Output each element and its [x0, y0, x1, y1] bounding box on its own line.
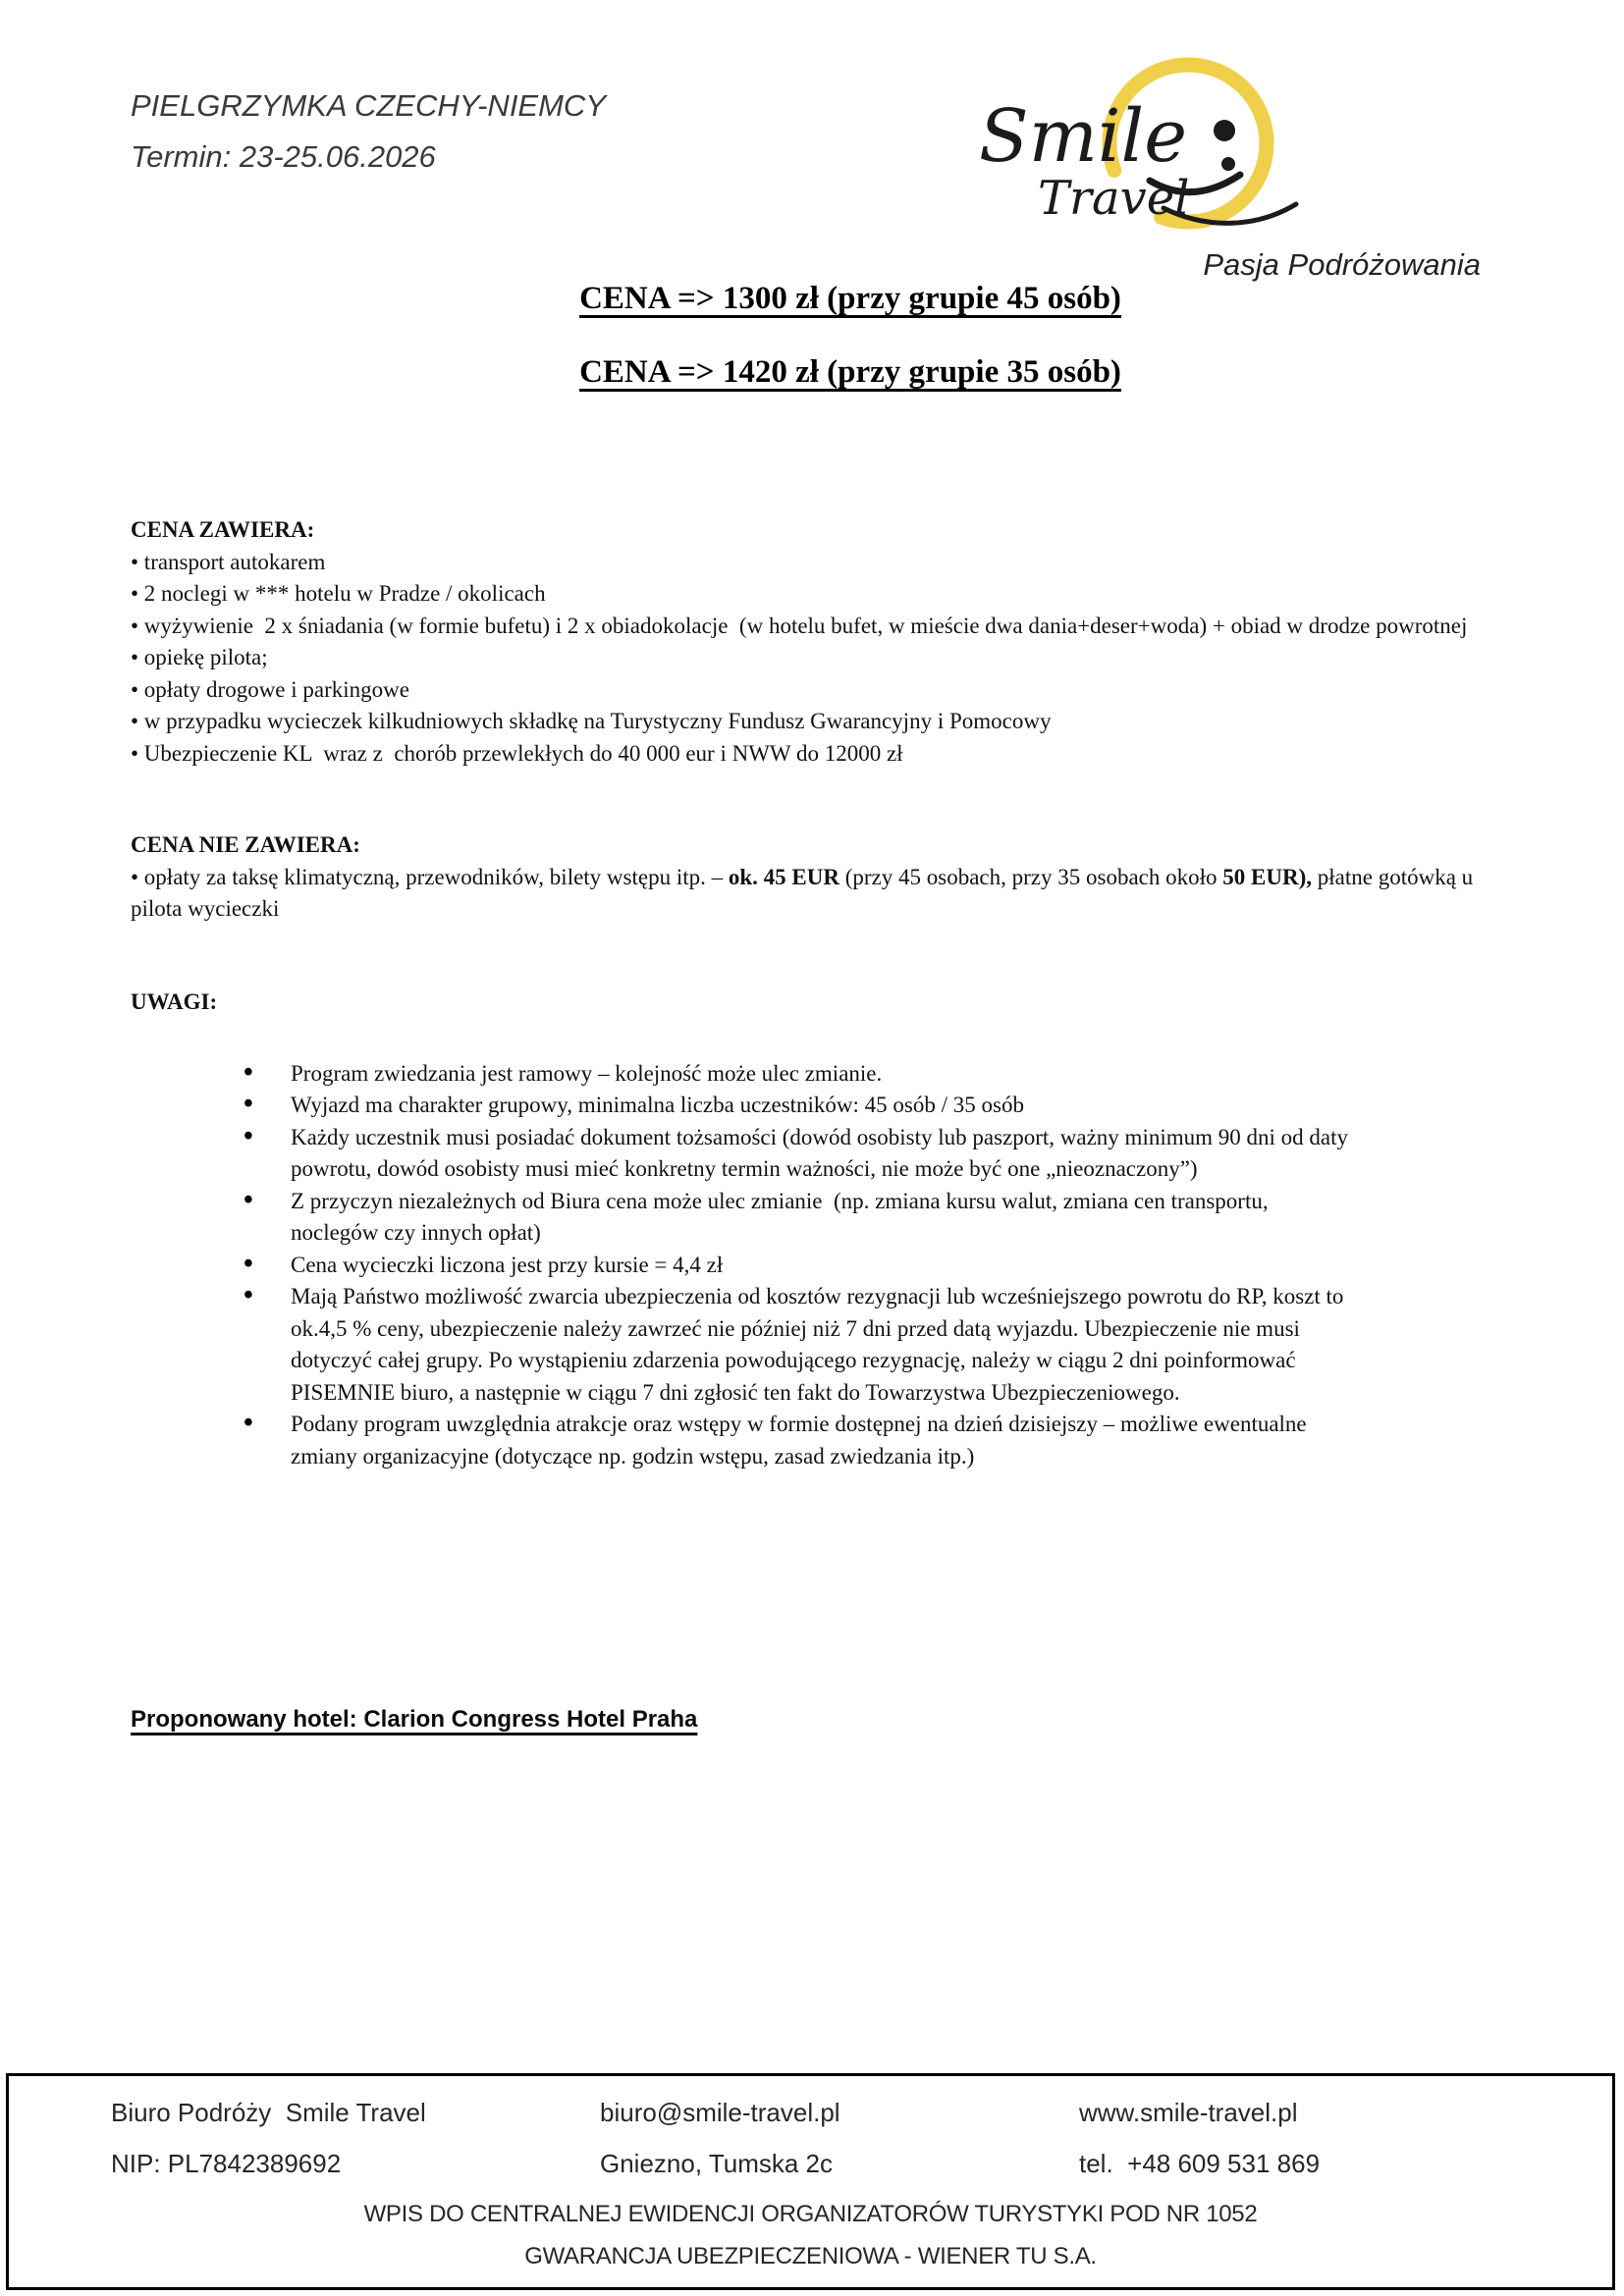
smile-travel-logo: [957, 35, 1301, 256]
includes-item: • transport autokarem: [131, 549, 326, 574]
footer-phone: tel. +48 609 531 869: [1079, 2149, 1321, 2178]
price-line-group-45: CENA => 1300 zł (przy grupie 45 osób): [579, 281, 1121, 316]
excludes-text: • opłaty za taksę klimatyczną, przewodników, bilety wstępu itp. –: [131, 864, 729, 889]
trip-dates: Termin: 23-25.06.2026: [131, 139, 436, 174]
notes-heading: UWAGI:: [131, 989, 218, 1014]
hotel-proposal: Proponowany hotel: Clarion Congress Hotel Praha: [131, 1706, 698, 1733]
footer-contact-box: [6, 2073, 1615, 2290]
excludes-text: (przy 45 osobach, przy 35 osobach około: [839, 864, 1223, 889]
section-notes: [131, 987, 1505, 1472]
logo-eye-dot-icon: [1214, 120, 1235, 141]
excludes-text: płatne gotówką u pilota wycieczki: [131, 864, 1479, 921]
document-header: [131, 88, 606, 175]
excludes-price-45: ok. 45 EUR: [728, 864, 839, 889]
section-price-includes: [131, 514, 1486, 770]
footer-company: Biuro Podróży Smile Travel: [111, 2098, 426, 2127]
includes-item: • w przypadku wycieczek kilkudniowych składkę na Turystyczny Fundusz Gwarancyjny i Pomocowy: [131, 709, 1052, 733]
logo-lower-dot-icon: [1221, 157, 1235, 171]
excludes-item: [131, 862, 1500, 926]
includes-item: • 2 noclegi w *** hotelu w Pradze / okolicach: [131, 581, 546, 606]
logo-tagline: Pasja Podróżowania: [1203, 247, 1481, 282]
footer-website: www.smile-travel.pl: [1079, 2098, 1298, 2127]
footer-guarantee: GWARANCJA UBEZPIECZENIOWA - WIENER TU S.A.: [524, 2243, 1097, 2269]
price-line-group-35: CENA => 1420 zł (przy grupie 35 osób): [579, 354, 1121, 390]
note-item: • Podany program uwzględnia atrakcje oraz wstępy w formie dostępnej na dzień dzisiejszy – możliwe ewentualne zmiany organizacyjne (dotyczące np. godzin wstępu, zasad zwiedzania itp.): [291, 1409, 1351, 1472]
note-item: • Każdy uczestnik musi posiadać dokument tożsamości (dowód osobisty lub paszport, ważny minimum 90 dni od daty powrotu, dowód osobisty musi mieć konkretny termin ważności, nie może być one „nieoznaczony”): [291, 1122, 1351, 1186]
footer-address: Gniezno, Tumska 2c: [600, 2149, 833, 2178]
includes-heading: CENA ZAWIERA:: [131, 517, 315, 542]
includes-item: • Ubezpieczenie KL wraz z chorób przewlekłych do 40 000 eur i NWW do 12000 zł: [131, 740, 903, 766]
note-item: • Program zwiedzania jest ramowy – kolejność może ulec zmianie.: [291, 1058, 1351, 1091]
includes-item: • wyżywienie 2 x śniadania (w formie bufetu) i 2 x obiadokolacje (w hotelu bufet, w mieście dwa dania+deser+woda) + obiad w drodze powrotnej: [131, 613, 1468, 638]
trip-title: PIELGRZYMKA CZECHY-NIEMCY: [131, 88, 606, 123]
note-item: • Z przyczyn niezależnych od Biura cena może ulec zmianie (np. zmiana kursu walut, zmiana cen transportu, noclegów czy innych opłat): [291, 1186, 1351, 1250]
note-item: • Mają Państwo możliwość zwarcia ubezpieczenia od kosztów rezygnacji lub wcześniejszego powrotu do RP, koszt to ok.4,5 % ceny, ubezpieczenie należy zawrzeć nie później niż 7 dni przed datą wyjazdu. Ubezpieczenie nie musi dotyczyć całej grupy. Po wystąpieniu zdarzenia powodującego rezygnację, należy w ciągu 2 dni poinformować PISEMNIE biuro, a następnie w ciągu 7 dni zgłosić ten fakt do Towarzystwa Ubezpieczeniowego.: [291, 1281, 1351, 1409]
footer-nip: NIP: PL7842389692: [111, 2149, 342, 2178]
section-price-excludes: [131, 829, 1500, 926]
notes-list: [131, 1058, 1505, 1473]
smile-travel-logo-graphic: [957, 35, 1301, 256]
note-item: • Cena wycieczki liczona jest przy kursie = 4,4 zł: [291, 1250, 1351, 1282]
includes-item: • opiekę pilota;: [131, 645, 268, 669]
logo-word-travel: Travel: [1038, 171, 1190, 226]
includes-item: • opłaty drogowe i parkingowe: [131, 676, 409, 702]
logo-word-smile: Smile: [979, 94, 1187, 179]
note-item: • Wyjazd ma charakter grupowy, minimalna liczba uczestników: 45 osób / 35 osób: [291, 1090, 1351, 1122]
footer-email: biuro@smile-travel.pl: [600, 2098, 840, 2127]
excludes-heading: CENA NIE ZAWIERA:: [131, 832, 360, 857]
footer-registry: WPIS DO CENTRALNEJ EWIDENCJI ORGANIZATORÓW TURYSTYKI POD NR 1052: [363, 2201, 1258, 2227]
excludes-price-35: 50 EUR),: [1222, 864, 1312, 889]
